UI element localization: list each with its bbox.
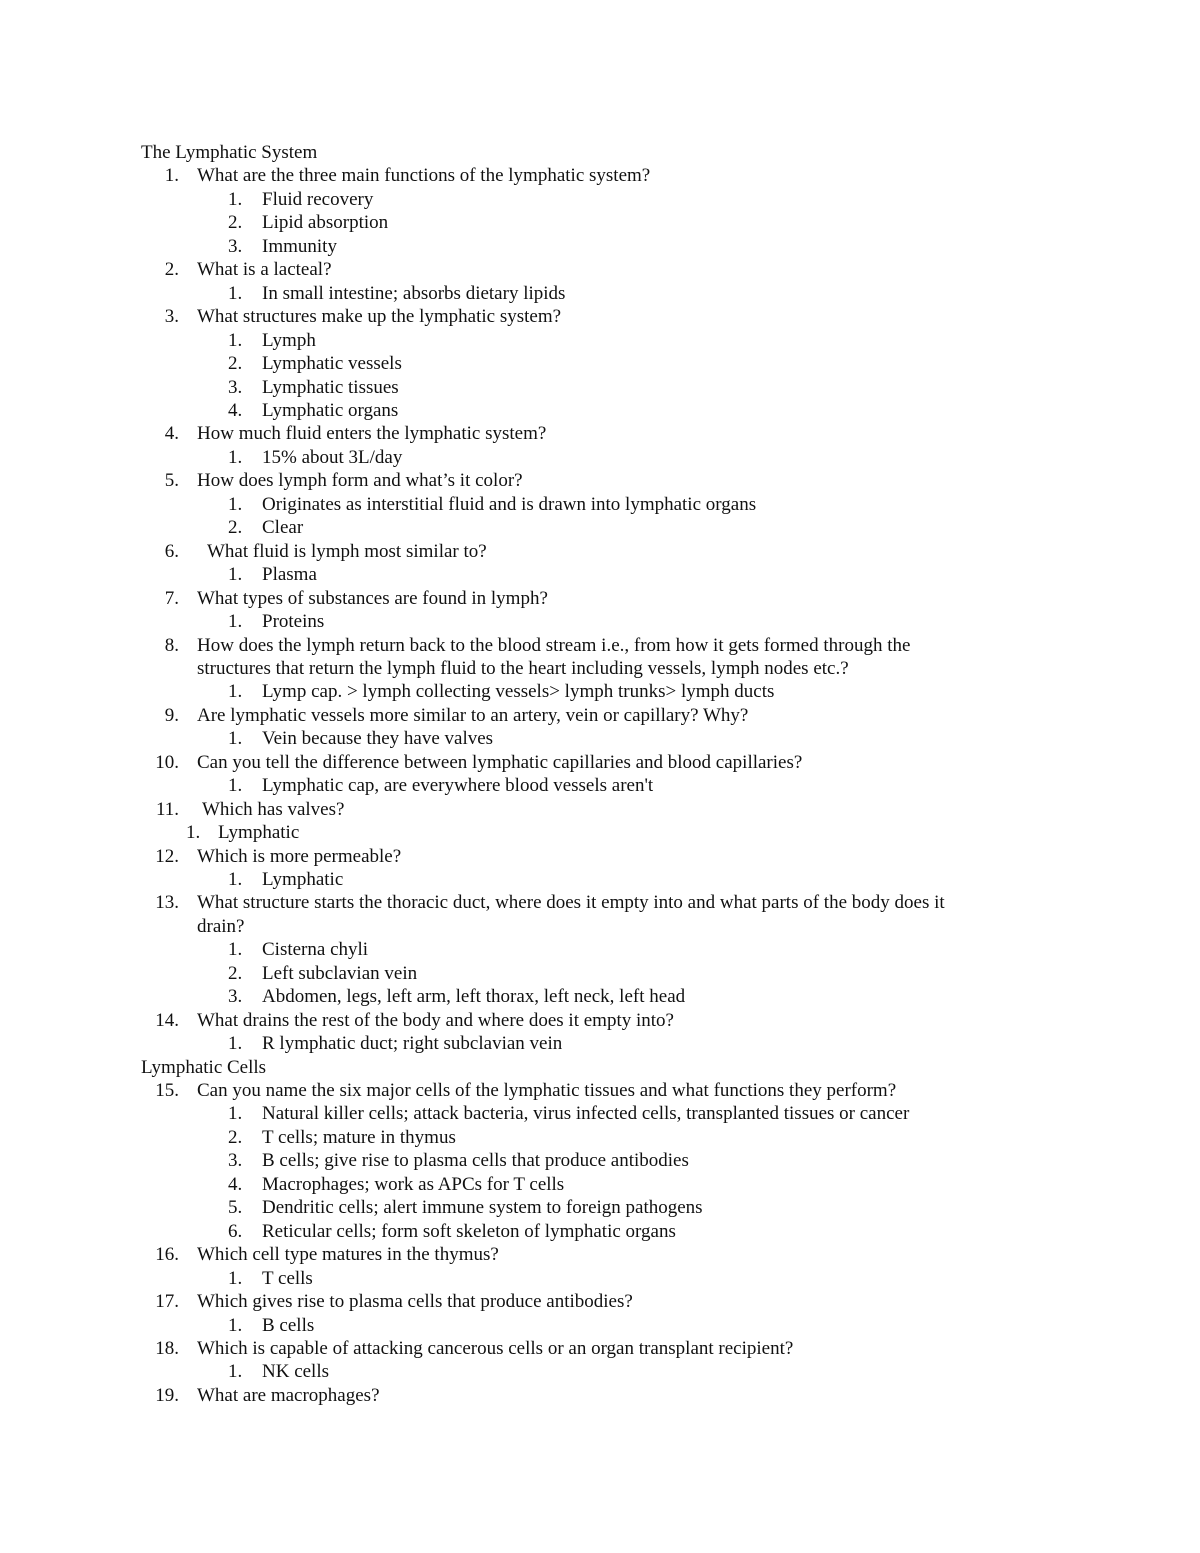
answer-text: Lymphatic organs — [262, 399, 399, 421]
answer-text: R lymphatic duct; right subclavian vein — [262, 1033, 563, 1055]
answer-text: Lymphatic — [262, 868, 344, 890]
answer-item — [0, 1360, 1200, 1383]
answer-text: Lymp cap. > lymph collecting vessels> lymph trunks> lymph ducts — [262, 681, 775, 703]
question-number: 8. — [164, 634, 179, 656]
answer-text: Proteins — [262, 611, 325, 632]
answer-number: 5. — [228, 1197, 243, 1219]
answer-number: 3. — [228, 235, 243, 257]
question-item — [0, 634, 1200, 657]
question-text: What types of substances are found in lymph? — [197, 587, 548, 609]
question-item — [0, 704, 1200, 727]
answer-text: Macrophages; work as APCs for T cells — [262, 1173, 565, 1195]
answer-number: 1. — [228, 329, 243, 351]
question-text: Are lymphatic vessels more similar to an artery, vein or capillary? Why? — [197, 704, 749, 726]
answer-number: 1. — [228, 1314, 243, 1336]
question-item — [0, 1079, 1200, 1102]
answer-number: 2. — [228, 212, 243, 234]
answer-number: 1. — [228, 282, 243, 304]
question-number: 5. — [164, 470, 179, 492]
question-text: Which gives rise to plasma cells that produce antibodies? — [197, 1291, 633, 1312]
answer-text: Lipid absorption — [262, 212, 389, 234]
question-number: 7. — [164, 587, 179, 609]
answer-number: 1. — [228, 1361, 243, 1383]
answer-number: 1. — [228, 775, 243, 797]
question-text: Can you tell the difference between lymphatic capillaries and blood capillaries? — [197, 751, 803, 773]
question-item — [0, 587, 1200, 610]
question-item — [0, 891, 1200, 914]
question-item — [0, 1009, 1200, 1032]
question-item — [0, 305, 1200, 328]
section-heading — [0, 141, 1200, 164]
answer-item — [0, 1032, 1200, 1055]
answer-number: 3. — [228, 1150, 243, 1172]
answer-item — [0, 1314, 1200, 1337]
answer-number: 2. — [228, 962, 243, 984]
answer-item — [0, 329, 1200, 352]
answer-text: Left subclavian vein — [262, 962, 418, 984]
section-heading-text: The Lymphatic System — [141, 142, 318, 163]
answer-text: Lymphatic vessels — [262, 353, 402, 374]
answer-item — [0, 962, 1200, 985]
answer-text: In small intestine; absorbs dietary lipids — [262, 282, 566, 304]
question-number: 12. — [155, 845, 179, 867]
question-continuation — [0, 915, 1200, 938]
answer-number: 2. — [228, 517, 243, 539]
answer-item — [0, 1102, 1200, 1125]
question-text: What drains the rest of the body and where does it empty into? — [197, 1009, 674, 1031]
answer-number: 1. — [228, 493, 243, 515]
question-number: 11. — [155, 798, 179, 820]
answer-number: 1. — [228, 728, 243, 750]
answer-number: 1. — [228, 1033, 243, 1055]
answer-item — [0, 282, 1200, 305]
answer-item — [0, 774, 1200, 797]
question-item — [0, 1290, 1200, 1313]
answer-text: Originates as interstitial fluid and is drawn into lymphatic organs — [262, 493, 757, 515]
question-number: 17. — [155, 1291, 179, 1312]
answer-text: T cells; mature in thymus — [262, 1126, 456, 1148]
question-text: What are macrophages? — [197, 1384, 380, 1406]
question-number: 19. — [155, 1384, 179, 1406]
answer-text: Clear — [262, 517, 304, 539]
answer-item — [0, 1267, 1200, 1290]
answer-item — [0, 352, 1200, 375]
answer-item — [0, 938, 1200, 961]
question-number: 10. — [155, 751, 179, 773]
question-item — [0, 164, 1200, 187]
answer-item — [0, 1196, 1200, 1219]
question-text: What fluid is lymph most similar to? — [207, 540, 487, 562]
answer-text: NK cells — [262, 1361, 330, 1383]
answer-text: 15% about 3L/day — [262, 446, 403, 468]
answer-text: Lymph — [262, 329, 316, 351]
answer-item — [0, 1220, 1200, 1243]
question-item — [0, 1384, 1200, 1407]
answer-number: 3. — [228, 986, 243, 1008]
answer-number: 1. — [228, 939, 243, 961]
question-number: 2. — [164, 259, 179, 281]
question-text: How does the lymph return back to the blood stream i.e., from how it gets formed through the — [197, 634, 911, 656]
question-text: What structures make up the lymphatic system? — [197, 306, 562, 328]
question-text: Which cell type matures in the thymus? — [197, 1244, 499, 1266]
answer-item — [0, 446, 1200, 469]
question-number: 4. — [164, 423, 179, 445]
question-number: 13. — [155, 892, 179, 914]
question-number: 15. — [155, 1080, 179, 1101]
section-heading — [0, 1056, 1200, 1079]
answer-number: 1. — [228, 1267, 243, 1289]
answer-item — [0, 680, 1200, 703]
answer-number: 4. — [228, 399, 243, 421]
question-text: What are the three main functions of the lymphatic system? — [197, 165, 651, 187]
answer-text: Cisterna chyli — [262, 939, 369, 961]
answer-item — [0, 727, 1200, 750]
answer-item — [0, 1173, 1200, 1196]
question-text-continued: drain? — [197, 915, 245, 937]
answer-text: Dendritic cells; alert immune system to foreign pathogens — [262, 1197, 703, 1219]
answer-number: 4. — [228, 1173, 243, 1195]
answer-item — [0, 376, 1200, 399]
question-item — [0, 845, 1200, 868]
answer-item — [0, 399, 1200, 422]
question-number: 14. — [155, 1009, 179, 1031]
answer-text: Lymphatic — [218, 822, 300, 843]
question-item — [0, 469, 1200, 492]
answer-item — [0, 1126, 1200, 1149]
answer-text: Fluid recovery — [262, 188, 374, 210]
question-item — [0, 1337, 1200, 1360]
question-text: What is a lacteal? — [197, 259, 332, 281]
question-text: Can you name the six major cells of the lymphatic tissues and what functions they perform? — [197, 1080, 897, 1101]
question-text: Which has valves? — [202, 798, 345, 820]
answer-number: 1. — [228, 1103, 243, 1125]
answer-number: 2. — [228, 1126, 243, 1148]
answer-item — [0, 1149, 1200, 1172]
question-number: 6. — [164, 540, 179, 562]
answer-item — [0, 235, 1200, 258]
answer-number: 1. — [228, 868, 243, 890]
question-number: 18. — [155, 1338, 179, 1359]
answer-item — [0, 493, 1200, 516]
answer-text: Vein because they have valves — [262, 728, 494, 750]
answer-text: Reticular cells; form soft skeleton of lymphatic organs — [262, 1220, 676, 1242]
question-text-continued: structures that return the lymph fluid to the heart including vessels, lymph nodes etc.? — [197, 657, 849, 679]
answer-text: Immunity — [262, 235, 337, 257]
answer-item — [0, 188, 1200, 211]
answer-item — [0, 211, 1200, 234]
answer-number: 2. — [228, 353, 243, 374]
question-continuation — [0, 657, 1200, 680]
question-item — [0, 422, 1200, 445]
answer-number: 1. — [186, 822, 201, 843]
answer-number: 1. — [228, 446, 243, 468]
answer-item — [0, 985, 1200, 1008]
question-item — [0, 258, 1200, 281]
answer-text: T cells — [262, 1267, 313, 1289]
question-text: Which is capable of attacking cancerous cells or an organ transplant recipient? — [197, 1338, 794, 1359]
answer-item — [0, 516, 1200, 539]
question-item — [0, 540, 1200, 563]
question-item — [0, 1243, 1200, 1266]
answer-text: Lymphatic tissues — [262, 376, 399, 398]
answer-number: 1. — [228, 611, 243, 632]
answer-text: Plasma — [262, 564, 317, 586]
answer-number: 1. — [228, 188, 243, 210]
answer-text: Natural killer cells; attack bacteria, virus infected cells, transplanted tissues or cancer — [262, 1103, 910, 1125]
answer-number: 1. — [228, 564, 243, 586]
question-text: Which is more permeable? — [197, 845, 402, 867]
question-number: 16. — [155, 1244, 179, 1266]
answer-item — [0, 563, 1200, 586]
question-text: What structure starts the thoracic duct, where does it empty into and what parts of the body does it — [197, 892, 945, 914]
section-heading-text: Lymphatic Cells — [141, 1056, 267, 1078]
question-number: 9. — [164, 704, 179, 726]
answer-number: 3. — [228, 376, 243, 398]
question-item — [0, 751, 1200, 774]
answer-item — [0, 821, 1200, 844]
question-text: How does lymph form and what’s it color? — [197, 470, 523, 492]
question-item — [0, 798, 1200, 821]
answer-text: Abdomen, legs, left arm, left thorax, left neck, left head — [262, 986, 686, 1008]
answer-text: B cells; give rise to plasma cells that produce antibodies — [262, 1150, 689, 1172]
question-number: 1. — [164, 165, 179, 187]
question-number: 3. — [164, 306, 179, 328]
answer-text: Lymphatic cap, are everywhere blood vessels aren't — [262, 775, 654, 797]
question-text: How much fluid enters the lymphatic system? — [197, 423, 547, 445]
answer-item — [0, 868, 1200, 891]
answer-text: B cells — [262, 1314, 315, 1336]
answer-number: 6. — [228, 1220, 243, 1242]
answer-number: 1. — [228, 681, 243, 703]
answer-item — [0, 610, 1200, 633]
